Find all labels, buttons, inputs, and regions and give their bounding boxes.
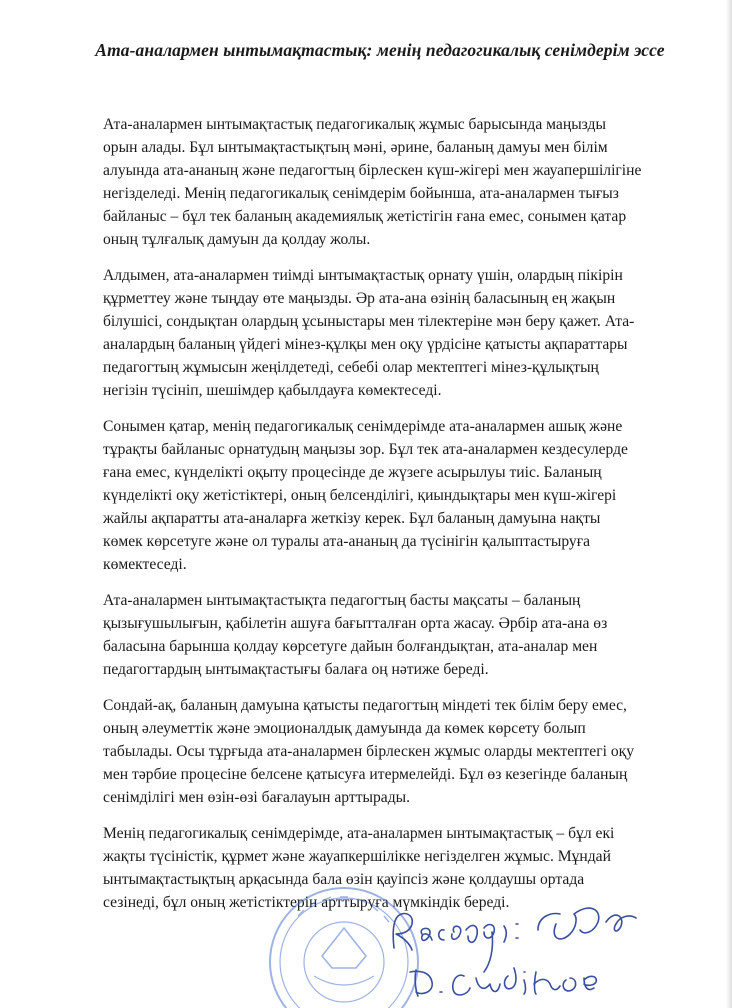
essay-paragraph-5: Сондай-ақ, баланың дамуына қатысты педагогтың міндеті тек білім беру емес, оның әлеуметтік және эмоционалдық дамуында да көмек көрсету болып табылады. Осы тұрғыда ата-аналармен бірлескен жұмыс оларды мектептегі оқу мен тәрбие процесіне белсене қатысуға итермелейді. Бұл өз кезегінде баланың сенімділігі мен өзін-өзі бағалауын арттырады. [103, 697, 635, 806]
essay-paragraph-3: Сонымен қатар, менің педагогикалық сенімдерімде ата-аналармен ашық және тұрақты байланыс орнатудың маңызы зор. Бұл тек ата-аналармен кездесулерде ғана емес, күнделікті оқыту процесінде де жүзеге асырылуы тиіс. Баланың күнделікті оқу жетістіктері, оның белсенділігі, қиындықтары мен күш-жігері жайлы ақпаратты ата-аналарға жеткізу керек. Бұл баланың дамуына нақты көмек көрсетуге және ол туралы ата-ананың да түсінігін қалыптастыруға көмектеседі. [103, 418, 628, 573]
essay-body [103, 113, 643, 927]
essay-paragraph-4: Ата-аналармен ынтымақтастықта педагогтың басты мақсаты – баланың қызығушылығын, қабілетін ашуға бағытталған орта жасау. Әрбір ата-ана өз баласына барынша қолдау көрсетуге дайын болғандықтан, ата-аналар мен педагогтардың ынтымақтастығы балаға оң нәтиже береді. [103, 592, 608, 678]
handwritten-signature [380, 888, 690, 1006]
essay-paragraph-1: Ата-аналармен ынтымақтастық педагогикалық жұмыс барысында маңызды орын алады. Бұл ынтымақтастықтың мәні, әрине, баланың дамуы мен білім алуында ата-ананың және педагогтың бірлескен күш-жігері мен жауапершілігіне негізделеді. Менің педагогикалық сенімдерім бойынша, ата-аналармен тығыз байланыс – бұл тек баланың академиялық жетістігін ғана емес, сонымен қатар оның тұлғалық дамуын да қолдау жолы. [103, 116, 642, 248]
page-edge-shadow [726, 0, 732, 1008]
essay-title: Ата-аналармен ынтымақтастық: менің педагогикалық сенімдерім эссе [95, 40, 665, 60]
essay-paragraph-6: Менің педагогикалық сенімдерімде, ата-аналармен ынтымақтастық – бұл екі жақты түсіністік, құрмет және жауапкершілікке негізделген жұмыс. Мұндай ынтымақтастықтың арқасында бала өзін қауіпсіз және қолдаушы ортада сезінеді, бұл оның жетістіктерін арттыруға мүмкіндік береді. [103, 825, 615, 911]
essay-paragraph-2: Алдымен, ата-аналармен тиімді ынтымақтастық орнату үшін, олардың пікірін құрметтеу және тыңдау өте маңызды. Әр ата-ана өзінің баласының ең жақын білушісі, сондықтан олардың ұсыныстары мен тілектеріне мән беру қажет. Ата-аналардың баланың үйдегі мінез-құлқы мен оқу үрдісіне қатысты ақпараттары педагогтың жұмысын жеңілдетеді, себебі олар мектептегі мінез-құлықтың негізін түсініп, шешімдер қабылдауға көмектеседі. [103, 267, 635, 399]
